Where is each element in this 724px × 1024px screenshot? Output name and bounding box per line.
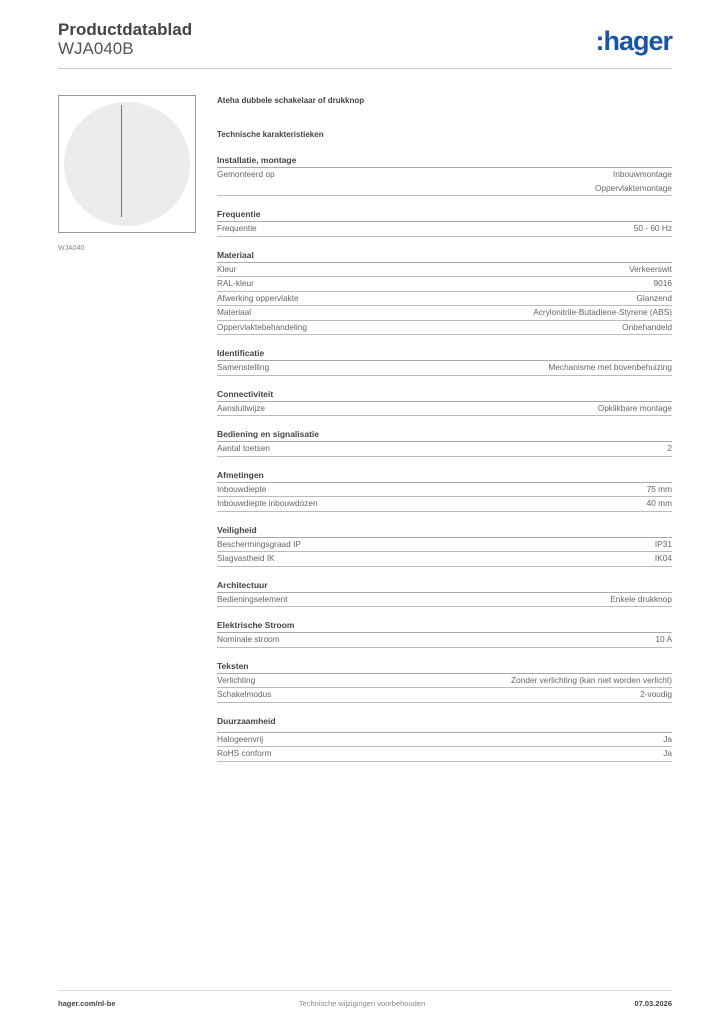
spec-label: Frequentie bbox=[217, 223, 257, 233]
spec-section bbox=[217, 347, 672, 376]
spec-row bbox=[217, 483, 672, 498]
spec-value: Mechanisme met bovenbehuizing bbox=[548, 362, 672, 372]
spec-label: Gemonteerd op bbox=[217, 169, 275, 179]
tech-title: Technische karakteristieken bbox=[217, 130, 324, 139]
spec-value: 50 - 60 Hz bbox=[633, 223, 672, 233]
spec-value: 75 mm bbox=[646, 483, 672, 494]
switch-disc bbox=[64, 102, 190, 226]
divider bbox=[58, 68, 672, 69]
spec-label: Inbouwdiepte inbouwdozen bbox=[217, 498, 318, 508]
spec-row bbox=[217, 292, 672, 307]
spec-label: Slagvastheid IK bbox=[217, 553, 275, 563]
section-title: Veiligheid bbox=[217, 524, 672, 538]
spec-value: Inbouwmontage Oppervlaktemontage bbox=[594, 169, 672, 193]
spec-label: Samenstelling bbox=[217, 362, 270, 372]
spec-row bbox=[217, 733, 672, 748]
spec-label: Materiaal bbox=[217, 307, 252, 317]
spec-row bbox=[217, 747, 672, 762]
spec-row bbox=[217, 306, 672, 321]
footer-date: 07.03.2026 bbox=[634, 999, 672, 1008]
spec-value: 9016 bbox=[653, 278, 672, 288]
section-title: Teksten bbox=[217, 660, 672, 674]
section-title: Elektrische Stroom bbox=[217, 619, 672, 633]
spec-value: Zonder verlichting (kan niet worden verlicht) bbox=[511, 674, 672, 685]
spec-value: Ja bbox=[663, 733, 672, 744]
spec-value: Acrylonitrile-Butadiene-Styrene (ABS) bbox=[533, 307, 672, 317]
footer-website[interactable]: hager.com/nl-be bbox=[58, 999, 116, 1008]
spec-row bbox=[217, 674, 672, 689]
spec-section bbox=[217, 208, 672, 237]
spec-row bbox=[217, 552, 672, 567]
spec-label: Kleur bbox=[217, 263, 237, 274]
spec-row bbox=[217, 688, 672, 703]
spec-row bbox=[217, 538, 672, 553]
spec-sections bbox=[217, 154, 672, 762]
section-title: Bediening en signalisatie bbox=[217, 428, 672, 442]
spec-section bbox=[217, 619, 672, 648]
page-title: Productdatablad bbox=[58, 20, 193, 39]
spec-value: Onbehandeld bbox=[622, 321, 672, 332]
spec-value: 2 bbox=[667, 443, 672, 453]
section-title: Afmetingen bbox=[217, 469, 672, 483]
spec-label: RAL-kleur bbox=[217, 278, 254, 288]
spec-section bbox=[217, 154, 672, 196]
section-title: Identificatie bbox=[217, 347, 672, 361]
spec-section bbox=[217, 249, 672, 336]
footer-divider bbox=[58, 990, 672, 991]
section-title: Materiaal bbox=[217, 249, 672, 263]
spec-row bbox=[217, 168, 672, 196]
spec-label: Bedieningselement bbox=[217, 593, 288, 604]
product-title: Ateha dubbele schakelaar of drukknop bbox=[217, 96, 365, 105]
spec-label: Beschermingsgraad IP bbox=[217, 538, 301, 549]
spec-value: Glanzend bbox=[636, 292, 672, 303]
spec-section bbox=[217, 660, 672, 703]
spec-value: 40 mm bbox=[646, 498, 672, 508]
section-title: Frequentie bbox=[217, 208, 672, 222]
spec-row bbox=[217, 497, 672, 512]
spec-row bbox=[217, 361, 672, 376]
spec-row bbox=[217, 222, 672, 237]
spec-row bbox=[217, 277, 672, 292]
spec-value: 2-voudig bbox=[640, 689, 672, 699]
spec-label: RoHS conform bbox=[217, 748, 272, 758]
spec-value: 10 A bbox=[655, 634, 672, 644]
spec-value: Verkeerswit bbox=[629, 263, 672, 274]
spec-value: Ja bbox=[663, 748, 672, 758]
section-title: Installatie, montage bbox=[217, 154, 672, 168]
spec-section bbox=[217, 579, 672, 608]
spec-row bbox=[217, 593, 672, 608]
spec-value: Opklikbare montage bbox=[597, 402, 672, 413]
product-image bbox=[58, 95, 196, 233]
spec-section bbox=[217, 469, 672, 512]
spec-row bbox=[217, 402, 672, 417]
section-title: Duurzaamheid bbox=[217, 715, 672, 733]
spec-row bbox=[217, 321, 672, 336]
hager-logo: :hager bbox=[595, 26, 672, 56]
image-caption: WJA040 bbox=[58, 245, 85, 252]
spec-row bbox=[217, 263, 672, 278]
spec-section bbox=[217, 524, 672, 567]
spec-label: Oppervlaktebehandeling bbox=[217, 321, 307, 332]
spec-value: Enkele drukknop bbox=[610, 593, 672, 604]
footer-notice: Technische wijzigingen voorbehouden bbox=[298, 999, 426, 1008]
spec-label: Schakelmodus bbox=[217, 689, 272, 699]
switch-split-line bbox=[121, 105, 122, 217]
spec-label: Afwerking oppervlakte bbox=[217, 292, 299, 303]
section-title: Architectuur bbox=[217, 579, 672, 593]
spec-label: Aantal toetsen bbox=[217, 443, 271, 453]
product-code: WJA040B bbox=[58, 39, 134, 58]
spec-label: Aansluitwijze bbox=[217, 402, 265, 413]
spec-section bbox=[217, 715, 672, 762]
spec-section bbox=[217, 388, 672, 417]
spec-label: Inbouwdiepte bbox=[217, 483, 267, 494]
spec-value: IK04 bbox=[654, 553, 672, 563]
spec-row bbox=[217, 442, 672, 457]
spec-label: Nominale stroom bbox=[217, 634, 280, 644]
spec-content bbox=[217, 96, 672, 762]
spec-value: IP31 bbox=[654, 538, 672, 549]
spec-label: Verlichting bbox=[217, 674, 256, 685]
spec-section bbox=[217, 428, 672, 457]
spec-row bbox=[217, 633, 672, 648]
spec-label: Halogeenvrij bbox=[217, 733, 264, 744]
section-title: Connectiviteit bbox=[217, 388, 672, 402]
